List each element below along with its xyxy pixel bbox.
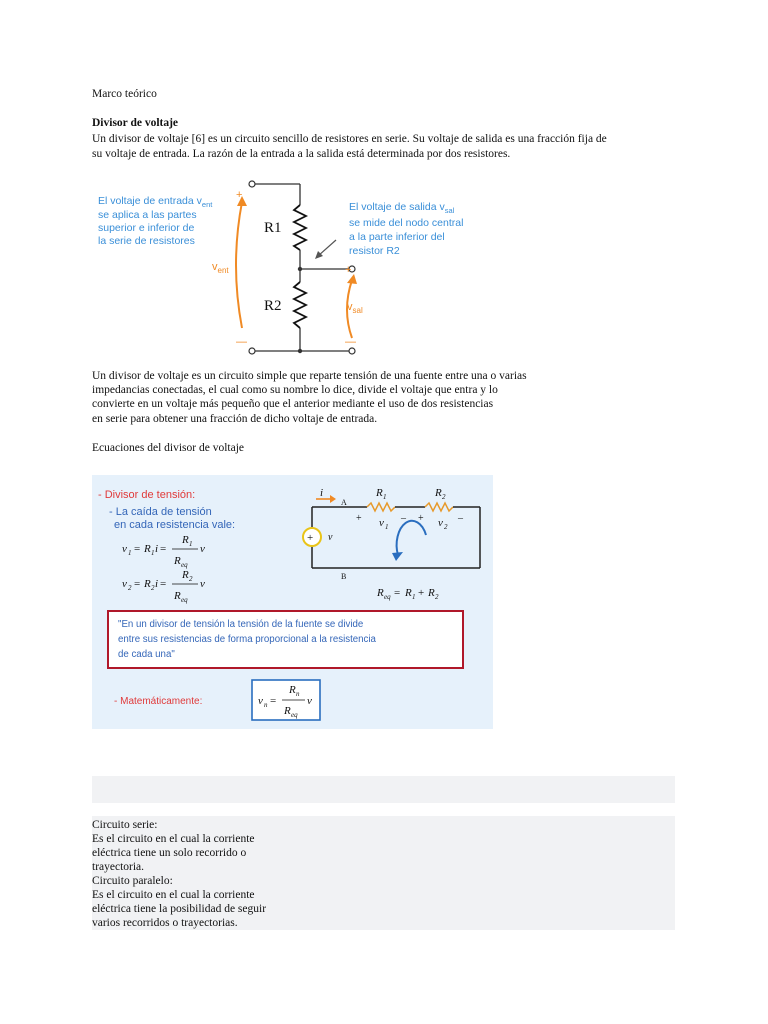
quote-line-3: de cada una" (118, 649, 175, 660)
svg-text:1: 1 (383, 493, 387, 501)
node-b-label: B (341, 572, 347, 581)
svg-text:v: v (122, 543, 127, 555)
svg-text:eq: eq (384, 593, 391, 601)
svg-text:=: = (160, 543, 167, 555)
definition-line-1: Circuito serie: (92, 819, 158, 831)
svg-text:R: R (284, 705, 291, 717)
svg-text:2: 2 (151, 584, 155, 592)
svg-text:=: = (270, 695, 277, 707)
vsal-label: $v_{sal}$ (347, 301, 363, 315)
paragraph-2-line-4: en serie para obtener una fracción de dicho voltaje de entrada. (92, 413, 378, 425)
svg-text:R: R (182, 569, 189, 581)
svg-text:2: 2 (128, 584, 132, 592)
svg-text:v: v (122, 578, 127, 590)
svg-text:eq: eq (181, 596, 188, 604)
paragraph-2-line-2: impedancias conectadas, el cual como su nombre lo dice, divide el voltaje que entra y lo (92, 384, 498, 396)
node-a-label: A (341, 498, 347, 507)
svg-text:R: R (174, 590, 181, 602)
svg-text:=: = (134, 543, 141, 555)
svg-text:eq: eq (181, 561, 188, 569)
left-note-line-2: se aplica a las partes (98, 209, 197, 221)
svg-text:=: = (160, 578, 167, 590)
svg-text:2: 2 (189, 575, 193, 583)
svg-text:R: R (376, 487, 383, 499)
svg-text:v: v (307, 695, 312, 707)
svg-text:=: = (394, 587, 401, 599)
definition-line-2: Es el circuito en el cual la corriente (92, 833, 255, 845)
heading: Marco teórico (92, 88, 157, 100)
svg-text:+: + (356, 513, 362, 524)
right-note-line-3: a la parte inferior del (349, 231, 445, 243)
definition-line-6: Es el circuito en el cual la corriente (92, 889, 255, 901)
svg-text:n: n (264, 701, 268, 709)
svg-text:v: v (438, 517, 443, 529)
intro-line-1: Un divisor de voltaje [6] es un circuito sencillo de resistores en serie. Su voltaje de salida es una fracción fija de (92, 133, 607, 145)
left-note-line-4: la serie de resistores (98, 235, 195, 247)
svg-text:1: 1 (385, 523, 389, 531)
svg-text:i: i (155, 543, 159, 555)
svg-text:1: 1 (128, 549, 132, 557)
paragraph-2-line-1: Un divisor de voltaje es un circuito simple que reparte tensión de una fuente entre una o varias (92, 370, 527, 382)
intro-line-2: su voltaje de entrada. La razón de la entrada a la salida está determinada por dos resistores. (92, 148, 511, 160)
svg-text:v: v (200, 578, 205, 590)
current-label: i (320, 487, 324, 499)
svg-text:R: R (435, 487, 442, 499)
right-note-line-2: se mide del nodo central (349, 217, 464, 229)
divider-sub-2: en cada resistencia vale: (114, 519, 236, 531)
svg-text:i: i (155, 578, 159, 590)
svg-text:R: R (377, 587, 384, 599)
r2-label: R2 (264, 298, 282, 314)
quote-line-1: "En un divisor de tensión la tensión de la fuente se divide (118, 619, 364, 630)
left-note-line-1: El voltaje de entrada $v_{ent}$ (98, 195, 213, 209)
svg-text:2: 2 (435, 593, 439, 601)
empty-band (92, 776, 675, 803)
equations-title: Ecuaciones del divisor de voltaje (92, 442, 245, 454)
definition-line-4: trayectoria. (92, 861, 145, 873)
svg-text:2: 2 (442, 493, 446, 501)
svg-text:1: 1 (151, 549, 155, 557)
svg-text:2: 2 (444, 523, 448, 531)
svg-text:R: R (174, 555, 181, 567)
svg-text:=: = (134, 578, 141, 590)
svg-text:+: + (418, 513, 424, 524)
right-note-line-4: resistor R2 (349, 245, 400, 257)
svg-text:n: n (296, 690, 300, 698)
vent-label: $v_{ent}$ (212, 261, 229, 275)
vsal-plus: + (345, 264, 352, 276)
svg-text:v: v (379, 517, 384, 529)
equations-figure (92, 475, 493, 729)
svg-text:R: R (289, 684, 296, 696)
quote-line-2: entre sus resistencias de forma proporcional a la resistencia (118, 634, 376, 645)
source-v-label: v (328, 532, 333, 543)
paragraph-2-line-3: convierte en un voltaje más pequeño que el anterior mediante el uso de dos resistencias (92, 398, 494, 410)
svg-text:R: R (144, 578, 151, 590)
vent-minus: — (236, 336, 247, 348)
right-note-line-1: El voltaje de salida $v_{sal}$ (349, 201, 455, 215)
definition-line-3: eléctrica tiene un solo recorrido o (92, 847, 247, 859)
divider-title: - Divisor de tensión: (98, 489, 196, 501)
svg-text:+: + (418, 587, 425, 599)
svg-text:1: 1 (189, 540, 193, 548)
divider-sub-1: - La caída de tensión (109, 506, 212, 518)
r1-label: R1 (264, 220, 282, 236)
svg-text:eq: eq (291, 711, 298, 719)
svg-text:R: R (428, 587, 435, 599)
voltage-divider-figure (92, 170, 512, 365)
svg-text:1: 1 (412, 593, 416, 601)
definition-line-7: eléctrica tiene la posibilidad de seguir (92, 903, 267, 915)
vent-plus: + (236, 189, 243, 201)
svg-text:v: v (258, 695, 263, 707)
svg-text:v: v (200, 543, 205, 555)
svg-text:R: R (144, 543, 151, 555)
math-label: - Matemáticamente: (114, 696, 203, 707)
definition-line-8: varios recorridos o trayectorias. (92, 917, 238, 929)
left-note-line-3: superior e inferior de (98, 222, 195, 234)
svg-text:–: – (401, 513, 406, 524)
svg-text:R: R (182, 534, 189, 546)
svg-text:–: – (458, 513, 463, 524)
vsal-minus: — (345, 336, 356, 348)
svg-text:+: + (307, 532, 314, 544)
definition-line-5: Circuito paralelo: (92, 875, 173, 887)
section-title: Divisor de voltaje (92, 117, 179, 129)
svg-text:R: R (405, 587, 412, 599)
